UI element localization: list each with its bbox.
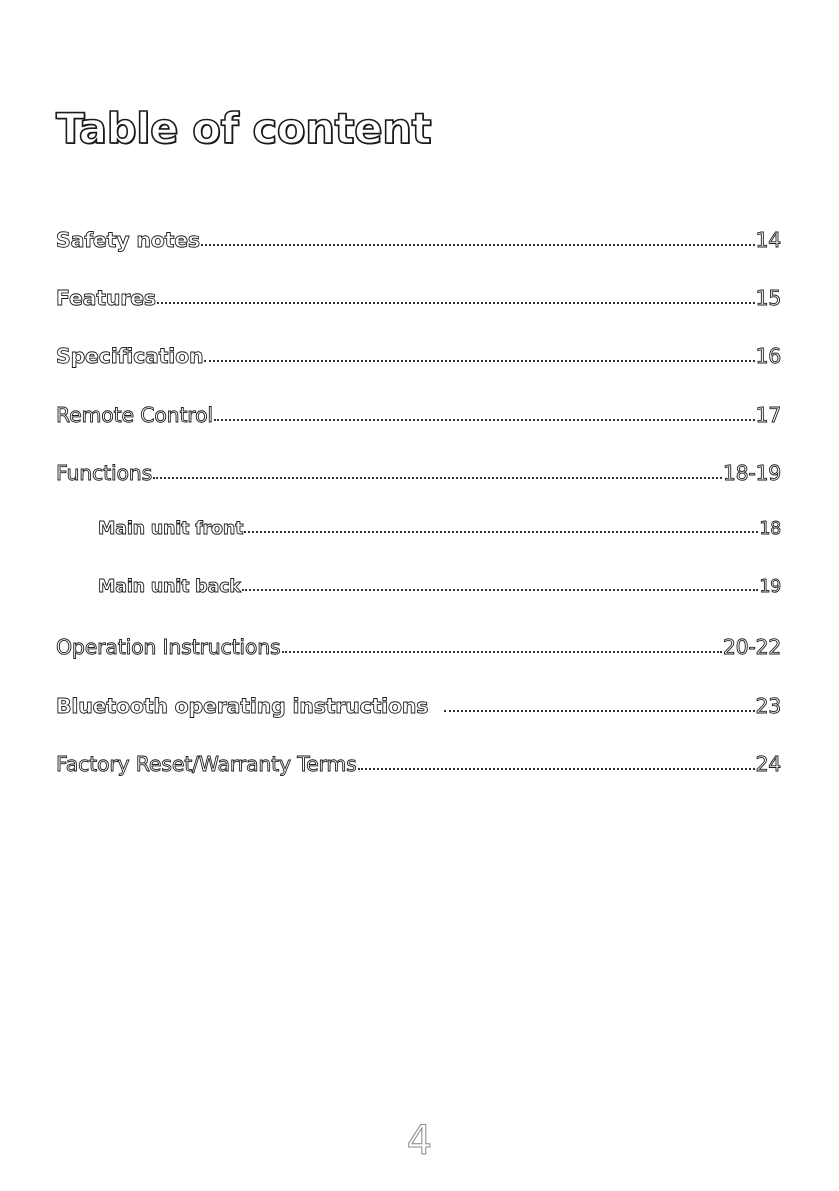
- toc-entry-safety-notes[interactable]: [56, 228, 781, 286]
- toc-entry-features[interactable]: [56, 286, 781, 344]
- dot-leader: [244, 531, 758, 533]
- toc-entry-factory-reset-warranty-terms[interactable]: [56, 752, 781, 810]
- dot-leader: [358, 768, 755, 770]
- toc-entry-label: Safety notes: [56, 228, 200, 252]
- toc-entry-page: 16: [755, 344, 781, 369]
- toc-entry-page: 17: [755, 402, 781, 427]
- dot-leader: [201, 244, 755, 246]
- page-title: Table of content: [56, 104, 432, 153]
- toc-entry-label: Factory Reset/Warranty Terms: [56, 751, 357, 776]
- toc-entry-page: 15: [755, 286, 781, 311]
- toc-entry-label: Main unit front: [98, 518, 244, 539]
- table-of-contents: [56, 228, 781, 810]
- toc-entry-label: Remote Control: [56, 402, 213, 427]
- toc-entry-label: Features: [56, 286, 156, 311]
- dot-leader: [444, 710, 754, 712]
- dot-leader: [214, 419, 755, 421]
- dot-leader: [282, 651, 722, 653]
- dot-leader: [153, 477, 722, 479]
- toc-entry-label: Operation Instructions: [56, 635, 281, 660]
- toc-entry-label: Bluetooth operating instructions: [56, 693, 429, 718]
- dot-leader: [204, 360, 754, 362]
- toc-entry-operation-instructions[interactable]: [56, 635, 781, 693]
- toc-entry-main-unit-back[interactable]: [56, 577, 781, 635]
- toc-entry-label: Specification: [56, 344, 204, 369]
- toc-entry-functions[interactable]: [56, 461, 781, 519]
- dot-leader: [157, 302, 755, 304]
- toc-entry-page: 23: [755, 693, 781, 718]
- toc-entry-main-unit-front[interactable]: [56, 519, 781, 577]
- page-number: 4: [406, 1118, 433, 1164]
- toc-entry-page: 18: [759, 518, 781, 539]
- toc-entry-page: 18-19: [722, 460, 781, 485]
- toc-entry-page: 24: [755, 751, 781, 776]
- toc-entry-page: 14: [755, 228, 781, 252]
- toc-entry-page: 19: [759, 577, 781, 598]
- toc-entry-label: Functions: [56, 460, 153, 485]
- toc-entry-specification[interactable]: [56, 344, 781, 402]
- dot-leader: [242, 589, 759, 591]
- toc-entry-label: Main unit back: [98, 577, 241, 598]
- toc-entry-bluetooth-operating-instructions[interactable]: [56, 694, 781, 752]
- toc-entry-remote-control[interactable]: [56, 403, 781, 461]
- toc-entry-page: 20-22: [722, 635, 781, 660]
